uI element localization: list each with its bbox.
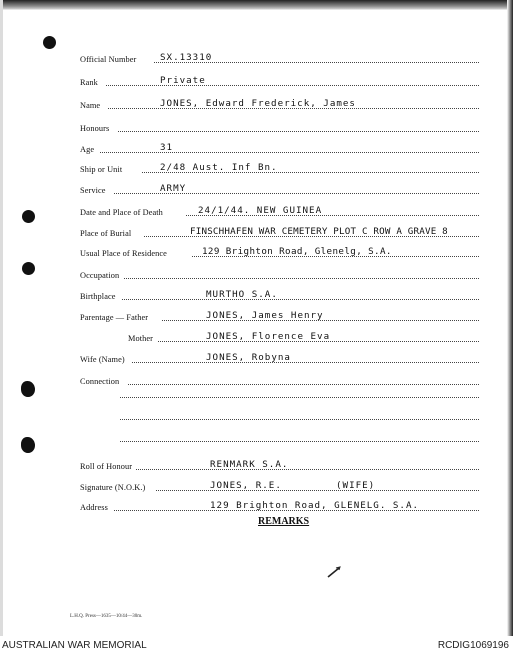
field-residence: [80, 244, 479, 258]
punch-hole-5: [21, 437, 35, 453]
pen-mark-icon: [327, 566, 341, 578]
ship-or-unit-value: 2/48 Aust. Inf Bn.: [160, 162, 278, 173]
ship-or-unit-label: Ship or Unit: [80, 165, 123, 174]
field-rank: [80, 73, 479, 87]
field-name: [80, 96, 479, 110]
field-birthplace: [80, 287, 479, 301]
wife-label: Wife (Name): [80, 355, 125, 364]
residence-label: Usual Place of Residence: [80, 249, 167, 258]
field-age: [80, 140, 479, 154]
rank-label: Rank: [80, 78, 98, 87]
wife-value: JONES, Robyna: [206, 352, 291, 363]
official-number-label: Official Number: [80, 55, 137, 64]
signature-value: JONES, R.E.: [210, 480, 282, 491]
connection-line-2: [120, 419, 479, 420]
birthplace-value: MURTHO S.A.: [206, 289, 278, 300]
field-official-number: [80, 50, 479, 64]
birthplace-label: Birthplace: [80, 292, 116, 301]
punch-hole-1: [43, 36, 56, 49]
remarks-heading: REMARKS: [258, 516, 310, 527]
field-service: [80, 181, 479, 195]
roll-of-honour-label: Roll of Honour: [80, 462, 133, 471]
age-label: Age: [80, 145, 95, 154]
mother-label: Mother: [128, 334, 154, 343]
field-father: [80, 308, 479, 322]
punch-hole-4: [21, 381, 35, 397]
field-occupation: [80, 266, 479, 280]
occupation-label: Occupation: [80, 271, 120, 280]
address-label: Address: [80, 503, 108, 512]
field-honours: [80, 119, 479, 133]
service-value: ARMY: [160, 183, 187, 194]
scan-left-edge: [0, 0, 3, 636]
roll-of-honour-value: RENMARK S.A.: [210, 459, 289, 470]
field-mother: [80, 329, 479, 343]
service-label: Service: [80, 186, 106, 195]
connection-line-1: [120, 397, 479, 398]
signature-label: Signature (N.O.K.): [80, 483, 146, 492]
footer-record-id: RCDIG1069196: [437, 640, 509, 651]
connection-label: Connection: [80, 377, 120, 386]
death-label: Date and Place of Death: [80, 208, 163, 217]
burial-label: Place of Burial: [80, 229, 132, 238]
residence-value: 129 Brighton Road, Glenelg, S.A.: [202, 246, 392, 257]
punch-hole-2: [22, 210, 35, 223]
signature-note: (WIFE): [336, 480, 376, 491]
field-ship-or-unit: [80, 160, 479, 174]
name-value: JONES, Edward Frederick, James: [160, 98, 356, 109]
field-date-place-death: [80, 203, 479, 217]
age-value: 31: [160, 142, 174, 153]
death-value: 24/1/44. NEW GUINEA: [198, 205, 323, 216]
scan-top-edge: [0, 0, 513, 10]
official-number-value: SX.13310: [160, 52, 213, 63]
father-label: Parentage — Father: [80, 313, 149, 322]
address-value: 129 Brighton Road, GLENELG. S.A.: [210, 500, 420, 511]
printer-imprint: L.H.Q. Press—1635—10/44—30m.: [70, 614, 143, 619]
burial-value: FINSCHHAFEN WAR CEMETERY PLOT C ROW A GRAVE 8: [190, 226, 448, 237]
archive-footer: [0, 636, 513, 654]
footer-institution: AUSTRALIAN WAR MEMORIAL: [2, 640, 147, 651]
honours-label: Honours: [80, 124, 110, 133]
field-connection: [80, 372, 479, 386]
field-address: [80, 498, 479, 512]
father-value: JONES, James Henry: [206, 310, 324, 321]
punch-hole-3: [22, 262, 35, 275]
name-label: Name: [80, 101, 101, 110]
field-roll-of-honour: [80, 457, 479, 471]
field-wife: [80, 350, 479, 364]
rank-value: Private: [160, 75, 206, 86]
field-signature: [80, 478, 479, 492]
field-place-of-burial: [80, 224, 479, 238]
mother-value: JONES, Florence Eva: [206, 331, 331, 342]
connection-line-3: [120, 441, 479, 442]
scan-right-edge: [507, 0, 513, 636]
